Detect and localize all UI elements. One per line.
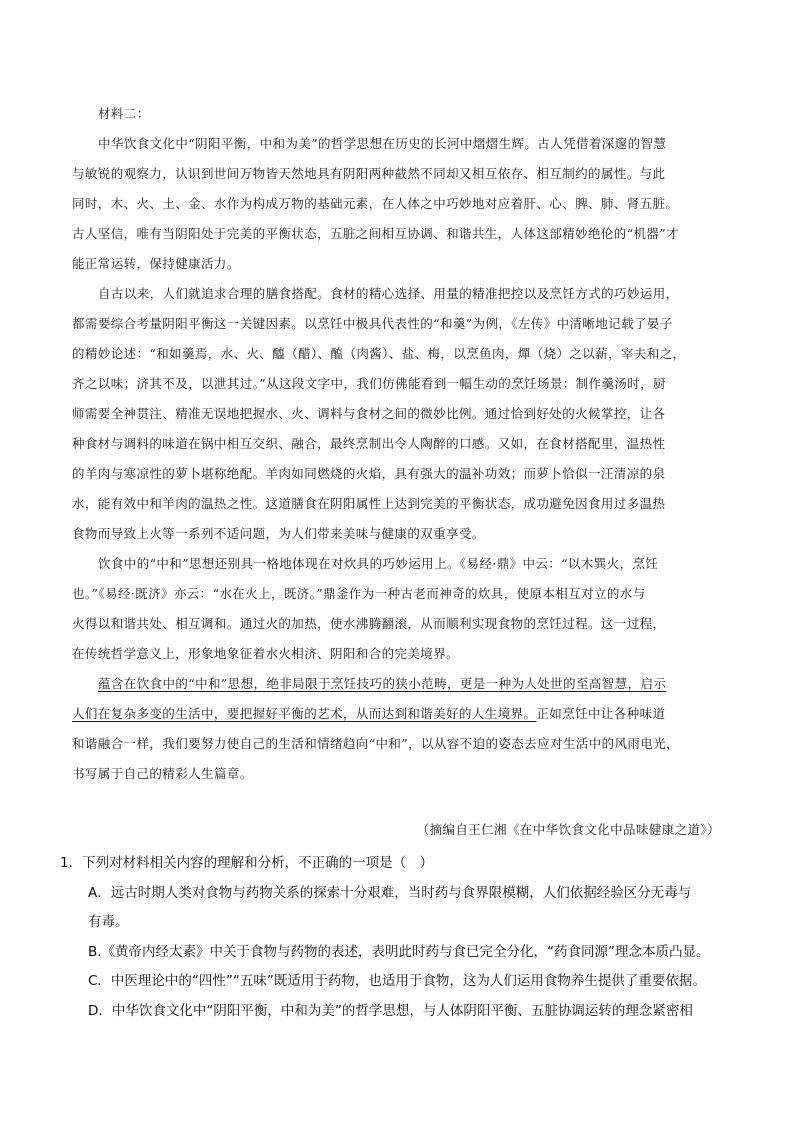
underlined-text: 蕴含在饮食中的“中和”思想，绝非局限于烹饪技巧的狭小范畴，更是一种为人处世的至高智慧，启示 <box>98 676 667 691</box>
paragraph-4-text: 正如烹饪中让各种味道 <box>536 706 666 721</box>
paragraph-2-line: 食物而导致上火等一系列不适问题，为人们带来美味与健康的双重享受。 <box>72 526 485 541</box>
paragraph-2-line: 的羊肉与寒凉性的萝卜堪称绝配。羊肉如同燃烧的火焰，具有强大的温补功效；而萝卜恰似一汪清凉的泉 <box>72 466 666 481</box>
paragraph-1-line: 中华饮食文化中“阴阳平衡，中和为美”的哲学思想在历史的长河中熠熠生辉。古人凭借着深邃的智慧 <box>98 136 667 151</box>
source-citation: （摘编自王仁湘《在中华饮食文化中品味健康之道》） <box>416 822 720 837</box>
paragraph-2-line: 齐之以味；济其不及，以泄其过。”从这段文字中，我们仿佛能看到一幅生动的烹饪场景：制作羹汤时，厨 <box>72 376 666 391</box>
paragraph-4-line <box>72 699 726 729</box>
option-a[interactable]: A．远古时期人类对食物与药物关系的探索十分艰难，当时药与食界限模糊，人们依据经验区分无毒与 <box>88 884 692 901</box>
material-heading: 材料二： <box>98 106 150 121</box>
underlined-text: 人们在复杂多变的生活中，要把握好平衡的艺术，从而达到和谐美好的人生境界。 <box>72 706 537 721</box>
option-b[interactable]: B.《黄帝内经太素》中关于食物与药物的表述，表明此时药与食已完全分化，“药食同源”理念本质凸显。 <box>88 943 710 960</box>
option-a-continued: 有毒。 <box>88 914 129 930</box>
paragraph-4-line: 书写属于自己的精彩人生篇章。 <box>72 766 253 781</box>
paragraph-2-line: 种食材与调料的味道在锅中相互交织、融合，最终烹制出令人陶醉的口感。又如，在食材搭配里，温热性 <box>72 436 666 451</box>
question-1 <box>60 849 730 1026</box>
paragraph-2-line: 都需要综合考量阴阳平衡这一关键因素。以烹饪中极具代表性的“和羹”为例，《左传》中清晰地记载了晏子 <box>72 316 673 331</box>
material-text <box>72 99 726 789</box>
paragraph-2-line: 师需要全神贯注、精准无误地把握水、火、调料与食材之间的微妙比例。通过恰到好处的火候掌控，让各 <box>72 406 666 421</box>
paragraph-3-line: 火得以和谐共处、相互调和。通过火的加热，使水沸腾翻滚，从而顺利实现食物的烹饪过程。这一过程， <box>72 616 666 631</box>
paragraph-3-line: 也。”《易经·既济》亦云：“水在火上，既济。”鼎釜作为一种古老而神奇的炊具，使原本相互对立的水与 <box>72 586 646 601</box>
paragraph-1-line: 同时，木、火、土、金、水作为构成万物的基础元素，在人体之中巧妙地对应着肝、心、脾、肺、肾五脏。 <box>72 196 679 211</box>
option-c[interactable]: C．中医理论中的“四性”“五味”既适用于药物，也适用于食物，这为人们运用食物养生提供了重要依据。 <box>88 973 706 989</box>
paragraph-1-line: 能正常运转，保持健康活力。 <box>72 256 240 271</box>
paragraph-4-line <box>72 669 726 699</box>
paragraph-3-line: 在传统哲学意义上，形象地象征着水火相济、阴阳和合的完美境界。 <box>72 646 460 661</box>
question-stem: 1．下列对材料相关内容的理解和分析，不正确的一项是（ ） <box>60 855 434 871</box>
paragraph-4-line: 和谐融合一样，我们要努力使自己的生活和情绪趋向“中和”，以从容不迫的姿态去应对生活中的风雨电光， <box>72 736 679 751</box>
paragraph-2-line: 的精妙论述：“和如羹焉，水、火、醯（醋）、醢（肉酱）、盐、梅，以烹鱼肉，燀（烧）之以薪，宰夫和之， <box>72 346 686 361</box>
paragraph-1-line: 古人坚信，唯有当阴阳处于完美的平衡状态，五脏之间相互协调、和谐共生，人体这部精妙绝伦的“机器”才 <box>72 226 679 241</box>
option-d[interactable]: D．中华饮食文化中“阴阳平衡，中和为美”的哲学思想，与人体阴阳平衡、五脏协调运转的理念紧密相 <box>88 1002 693 1019</box>
paragraph-3-line: 饮食中的“中和”思想还别具一格地体现在对炊具的巧妙运用上。《易经·鼎》中云：“以木巽火，烹饪 <box>98 556 659 571</box>
paragraph-1-line: 与敏锐的观察力，认识到世间万物皆天然地具有阴阳两种截然不同却又相互依存、相互制约的属性。与此 <box>72 166 666 181</box>
paragraph-2-line: 水，能有效中和羊肉的温热之性。这道膳食在阴阳属性上达到完美的平衡状态，成功避免因食用过多温热 <box>72 496 666 511</box>
paragraph-2-line: 自古以来，人们就追求合理的膳食搭配。食材的精心选择、用量的精准把控以及烹饪方式的巧妙运用， <box>98 286 679 301</box>
